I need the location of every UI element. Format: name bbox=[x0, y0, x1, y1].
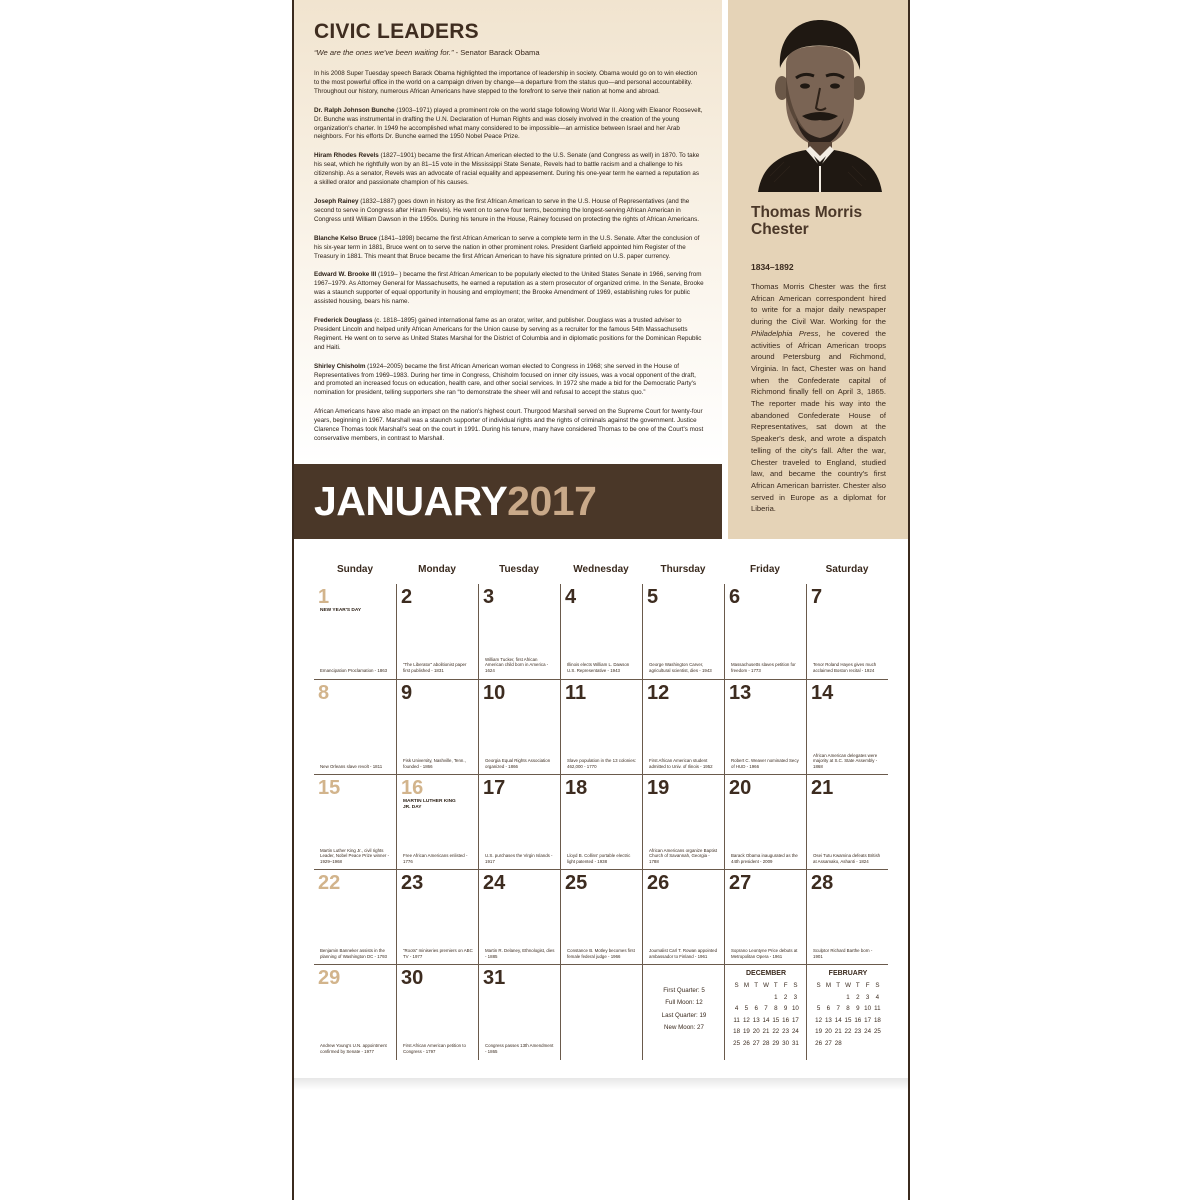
mini-day: 26 bbox=[815, 1039, 823, 1047]
mini-day: 27 bbox=[824, 1039, 832, 1047]
article-entry bbox=[314, 317, 704, 353]
mini-weekday: T bbox=[773, 982, 778, 989]
history-event: Slave population in the 13 colonies: 462,000 - 1770 bbox=[567, 758, 637, 770]
entry-name: Joseph Rainey bbox=[314, 197, 359, 205]
article-entry bbox=[314, 152, 704, 188]
day-cell[interactable] bbox=[560, 965, 642, 1060]
day-cell[interactable] bbox=[642, 680, 724, 775]
day-number: 26 bbox=[647, 872, 670, 894]
bio-name: Thomas Morris Chester bbox=[751, 204, 863, 238]
day-cell[interactable] bbox=[478, 870, 560, 965]
day-number: 8 bbox=[318, 682, 330, 704]
mini-day: 9 bbox=[783, 1005, 788, 1013]
history-event: Robert C. Weaver nominated Secy of HUD - 1966 bbox=[731, 758, 799, 770]
history-event: Illinois elects William L. Dawson U.S. Representative - 1943 bbox=[567, 662, 630, 674]
day-cell[interactable] bbox=[396, 775, 478, 870]
history-event: First African American student admitted to Univ. of Ilinois - 1952 bbox=[649, 758, 713, 770]
weekday-label: Wednesday bbox=[573, 564, 629, 575]
article-closing: African Americans have also made an impact on the nation's highest court. Thurgood Marshall served on the Supreme Court for twenty-four years, beginning in 1967. Marshall was a staunch supporter of individual rights and the rights of criminals against the government. Justice Clarence Thomas took Marshall's seat on the court in 1991. During his tenure, many have considered Thomas to be one of the Court's most conservative members, in contrast to Marshall. bbox=[314, 408, 704, 442]
mini-day: 18 bbox=[733, 1028, 741, 1036]
day-number: 2 bbox=[401, 586, 413, 608]
history-event: Osei Tutu Kwamina defeats British at Assamako, Ashanti - 1824 bbox=[813, 853, 881, 865]
mini-weekday: S bbox=[875, 982, 880, 989]
day-number: 30 bbox=[401, 967, 424, 989]
mini-day: 30 bbox=[782, 1039, 790, 1047]
day-number: 14 bbox=[811, 682, 834, 704]
entry-name: Edward W. Brooke III bbox=[314, 271, 377, 279]
day-cell[interactable] bbox=[642, 584, 724, 679]
calendar-week bbox=[314, 679, 888, 774]
weekday-header bbox=[314, 560, 888, 584]
mini-day: 24 bbox=[864, 1028, 872, 1036]
history-event: U.S. purchases the Virgin Islands - 1917 bbox=[485, 853, 553, 865]
mini-day: 31 bbox=[791, 1039, 799, 1047]
day-number: 10 bbox=[483, 682, 506, 704]
day-cell[interactable] bbox=[724, 775, 806, 870]
mini-day: 12 bbox=[742, 1016, 750, 1024]
mini-day: 5 bbox=[744, 1005, 749, 1013]
day-cell[interactable] bbox=[314, 965, 396, 1060]
mini-day: 10 bbox=[864, 1005, 872, 1013]
day-cell[interactable] bbox=[314, 775, 396, 870]
day-number: 13 bbox=[729, 682, 752, 704]
history-event: African Americans organize Baptist Church of Savannah, Georgia - 1788 bbox=[649, 847, 718, 865]
entry-text: (1832–1887) goes down in history as the first African American to serve in the U.S. House of Representatives (and the second to serve in Congress after Hiram Revels). He went on to serve four terms, becoming the longest-serving African American in Congress until William Dawson in the 1950s. During his tenure in the House, Rainey focused on protecting the rights of African Americans. bbox=[314, 197, 700, 223]
history-event: William Tucker, first African American child born in America - 1624 bbox=[485, 656, 549, 674]
mini-day: 14 bbox=[834, 1016, 842, 1024]
day-cell[interactable] bbox=[806, 584, 888, 679]
entry-text: (1841–1898) became the first African American to serve a complete term in the U.S. Senate. After the conclusion of his six-year term in 1881, Bruce went on to serve the nation in other prominent roles. President Garfield appointed him Register of the Treasury in 1881. This meant that Bruce became the first African American to have his signature printed on U.S. paper currency. bbox=[314, 234, 700, 260]
entry-name: Blanche Kelso Bruce bbox=[314, 234, 377, 242]
moon-phases bbox=[643, 985, 725, 1035]
day-number: 4 bbox=[565, 586, 577, 608]
day-cell[interactable] bbox=[478, 775, 560, 870]
mini-weekday: F bbox=[783, 982, 788, 989]
weekday-label: Friday bbox=[749, 564, 780, 575]
article-entry bbox=[314, 271, 704, 307]
mini-day: 28 bbox=[834, 1039, 842, 1047]
mini-weekday: F bbox=[865, 982, 870, 989]
day-number: 18 bbox=[565, 777, 588, 799]
mini-day: 19 bbox=[742, 1028, 750, 1036]
calendar-weeks bbox=[314, 584, 888, 1059]
history-event: New Orleans slave revolt - 1811 bbox=[320, 764, 383, 770]
history-event: “The Liberator” abolitionist paper first published - 1831 bbox=[403, 662, 467, 674]
day-cell[interactable] bbox=[560, 775, 642, 870]
history-event: Constance B. Motley becomes first female federal judge - 1966 bbox=[567, 948, 635, 960]
mini-day: 24 bbox=[791, 1028, 799, 1036]
mini-day: 28 bbox=[762, 1039, 770, 1047]
day-number: 17 bbox=[483, 777, 506, 799]
mini-day: 27 bbox=[752, 1039, 760, 1047]
day-cell[interactable] bbox=[314, 584, 396, 679]
day-number: 7 bbox=[811, 586, 823, 608]
weekday-label: Tuesday bbox=[499, 564, 539, 575]
mini-day: 7 bbox=[836, 1005, 840, 1013]
mini-day: 15 bbox=[844, 1016, 852, 1024]
mini-day bbox=[751, 992, 761, 1004]
entry-name: Frederick Douglass bbox=[314, 317, 373, 325]
mini-day: 3 bbox=[793, 993, 798, 1001]
prev-month-cell bbox=[724, 965, 806, 1060]
mini-day: 9 bbox=[856, 1005, 860, 1013]
mini-day: 22 bbox=[772, 1028, 780, 1036]
day-number: 1 bbox=[318, 586, 330, 608]
moon-phase: Full Moon: 12 bbox=[665, 999, 703, 1007]
page-shadow bbox=[294, 1078, 908, 1090]
portrait-illustration bbox=[740, 6, 896, 192]
mini-day bbox=[824, 992, 834, 1004]
mini-day: 21 bbox=[762, 1028, 770, 1036]
day-cell[interactable] bbox=[478, 965, 560, 1060]
mini-day: 17 bbox=[864, 1016, 872, 1024]
history-event: Fisk University, Nashville, Tenn., founded - 1866 bbox=[403, 758, 466, 770]
bio-text bbox=[751, 281, 886, 515]
mini-weekday: S bbox=[734, 982, 739, 989]
day-number: 22 bbox=[318, 872, 341, 894]
article-title: CIVIC LEADERS bbox=[314, 20, 479, 43]
day-number: 19 bbox=[647, 777, 670, 799]
holiday-label: MARTIN LUTHER KING JR. DAY bbox=[403, 799, 456, 810]
mini-calendar-days bbox=[725, 980, 807, 1050]
next-month-cell bbox=[806, 965, 888, 1060]
mini-day: 13 bbox=[824, 1016, 832, 1024]
mini-calendar-title: DECEMBER bbox=[745, 970, 787, 977]
history-event: Massachusetts slaves petition for freedom - 1773 bbox=[731, 662, 796, 674]
day-number: 25 bbox=[565, 872, 588, 894]
day-cell[interactable] bbox=[478, 584, 560, 679]
mini-day bbox=[761, 992, 771, 1004]
day-cell[interactable] bbox=[396, 870, 478, 965]
mini-day: 26 bbox=[742, 1039, 750, 1047]
mini-day: 21 bbox=[834, 1028, 842, 1036]
mini-day: 11 bbox=[874, 1005, 881, 1013]
mini-day bbox=[732, 992, 742, 1004]
bio-years: 1834–1892 bbox=[751, 262, 794, 272]
day-number: 5 bbox=[647, 586, 659, 608]
history-event: Benjamin Banneker assists in the planning of Washington DC - 1793 bbox=[320, 948, 387, 960]
bio-text-part: Thomas Morris Chester was the first African American correspondent hired to write for a major daily newspaper during the Civil War. Working for the bbox=[751, 282, 886, 327]
history-event: Congress passes 13th Amendment - 1865 bbox=[485, 1043, 554, 1055]
moon-phase: Last Quarter: 19 bbox=[661, 1011, 707, 1019]
mini-weekday: W bbox=[763, 982, 769, 989]
day-number: 11 bbox=[565, 682, 587, 704]
day-cell[interactable] bbox=[314, 680, 396, 775]
entry-text: (1924–2005) became the first African American woman elected to Congress in 1968; she served in the House of Representatives from 1969–1983. During her time in Congress, Chisholm focused on inner city issues, was a vocal opponent of the draft, and promoted an increased focus on education, health care, and other social services. In 1972 she made a bid for the Democratic Party's nomination for president, telling supporters she ran “to demonstrate the sheer will and refusal to accept the status quo.” bbox=[314, 362, 697, 397]
history-event: Martin R. Delaney, Ethnologist, dies - 1885 bbox=[485, 948, 555, 960]
history-event: Sculptor Richard Barthe born - 1901 bbox=[813, 948, 873, 960]
day-number: 12 bbox=[647, 682, 670, 704]
weekday-label: Thursday bbox=[660, 564, 706, 575]
quote-source: - Senator Barack Obama bbox=[453, 48, 540, 57]
bio-panel bbox=[728, 0, 908, 539]
mini-calendar-days bbox=[807, 980, 889, 1050]
mini-day: 16 bbox=[854, 1016, 862, 1024]
day-cell[interactable] bbox=[396, 680, 478, 775]
history-event: Free African Americans enlisted - 1776 bbox=[403, 853, 468, 865]
day-number: 3 bbox=[483, 586, 495, 608]
history-event: First African American petition to Congress - 1797 bbox=[403, 1043, 466, 1055]
entry-name: Shirley Chisholm bbox=[314, 362, 366, 370]
day-cell[interactable] bbox=[642, 870, 724, 965]
mini-weekday: S bbox=[816, 982, 821, 989]
mini-day: 18 bbox=[873, 1016, 881, 1024]
day-number: 15 bbox=[318, 777, 341, 799]
mini-day bbox=[742, 992, 752, 1004]
day-cell[interactable] bbox=[724, 870, 806, 965]
mini-day bbox=[833, 992, 843, 1004]
day-number: 29 bbox=[318, 967, 341, 989]
mini-day: 29 bbox=[772, 1039, 780, 1047]
article-entry bbox=[314, 235, 704, 262]
entry-name: Hiram Rhodes Revels bbox=[314, 152, 379, 160]
mini-day: 16 bbox=[782, 1016, 790, 1024]
mini-weekday: S bbox=[793, 982, 798, 989]
day-cell[interactable] bbox=[478, 680, 560, 775]
calendar-week bbox=[314, 774, 888, 869]
month-name: JANUARY bbox=[314, 478, 508, 524]
mini-day: 3 bbox=[865, 993, 870, 1001]
day-number: 20 bbox=[729, 777, 752, 799]
quote-text: “We are the ones we've been waiting for.” bbox=[314, 48, 454, 57]
history-event: Emancipation Proclamation - 1863 bbox=[320, 668, 388, 674]
history-event: Lloyd B. Collins' portable electric light patented - 1938 bbox=[567, 853, 631, 865]
article-entry bbox=[314, 363, 704, 399]
day-cell[interactable] bbox=[560, 870, 642, 965]
mini-weekday: T bbox=[754, 982, 759, 989]
history-event: African American delegates were majority at S.C. State Assembly - 1868 bbox=[813, 752, 878, 770]
history-event: “Roots” miniseries premiers on ABC TV - 1977 bbox=[403, 948, 473, 960]
entry-text: (1919– ) became the first African American to be popularly elected to the United States Senate in 1966, serving from 1967–1979. As Attorney General for Massachusetts, he earned a reputation as a stern prosecutor of organized crime. In the Senate, Brooke was a staunch supporter of equal opportunity in housing and employment; the Brooke Amendment of 1969, establishing rules for public assisted housing, bears his name. bbox=[314, 271, 704, 306]
article-quote bbox=[314, 47, 704, 58]
day-cell[interactable] bbox=[560, 584, 642, 679]
mini-day: 20 bbox=[752, 1028, 760, 1036]
month-year: 2017 bbox=[507, 478, 597, 524]
mini-day: 5 bbox=[816, 1005, 821, 1013]
history-event: George Washington Carver, agricultural scientist, dies - 1943 bbox=[649, 662, 712, 674]
mini-day: 23 bbox=[782, 1028, 790, 1036]
mini-day: 8 bbox=[846, 1005, 850, 1013]
holiday-label: NEW YEAR'S DAY bbox=[320, 608, 362, 613]
moon-phase: New Moon: 27 bbox=[664, 1024, 704, 1032]
mini-day: 12 bbox=[815, 1016, 823, 1024]
mini-day: 23 bbox=[854, 1028, 862, 1036]
calendar-week bbox=[314, 964, 888, 1059]
mini-weekday: W bbox=[845, 982, 851, 989]
day-cell[interactable] bbox=[396, 965, 478, 1060]
day-cell[interactable] bbox=[724, 680, 806, 775]
article-entry bbox=[314, 198, 704, 225]
day-number: 16 bbox=[401, 777, 424, 799]
mini-calendar bbox=[725, 969, 807, 1050]
article-entry bbox=[314, 107, 704, 143]
mini-day: 17 bbox=[791, 1016, 799, 1024]
moon-phase: First Quarter: 5 bbox=[663, 987, 705, 994]
civic-leaders-article bbox=[294, 0, 722, 464]
mini-day bbox=[814, 992, 824, 1004]
history-event: Martin Luther King Jr., civil rights Leader, Nobel Peace Prize winner - 1929–1968 bbox=[320, 847, 390, 865]
day-cell[interactable] bbox=[314, 870, 396, 965]
mini-day: 2 bbox=[783, 993, 788, 1001]
day-cell[interactable] bbox=[642, 775, 724, 870]
month-banner bbox=[294, 464, 722, 539]
history-event: Tenor Roland Hayes gives much acclaimed Boston recital - 1924 bbox=[813, 662, 877, 674]
entry-text: (c. 1818–1895) gained international fame as an orator, writer, and publisher. Douglass was a trusted adviser to President Lincoln and helped unify African Americans for the Union cause by serving as a recruiter for the famous 54th Massachusetts Regiment. He went on to serve as United States Marshal for the District of Columbia and in diplomatic positions for the Dominican Republic and Haiti. bbox=[314, 317, 702, 351]
mini-day: 25 bbox=[873, 1028, 881, 1036]
day-number: 24 bbox=[483, 872, 506, 894]
entry-text: (1903–1971) played a prominent role on the world stage following World War II. Along with Eleanor Roosevelt, Dr. Bunche was instrumental in drafting the U.N. Declaration of Human Rights and was closely involved in the creation of the young organization's charter. In 1949 he accomplished what many considered to be impossible—an armistice between Israel and her Arab neighbors. For his efforts Dr. Bunche earned the 1950 Nobel Peace Prize. bbox=[314, 106, 703, 141]
day-number: 28 bbox=[811, 872, 834, 894]
article-entries bbox=[314, 107, 704, 399]
mini-day: 4 bbox=[875, 993, 880, 1001]
bio-text-part: , he covered the activities of African American troops around Petersburg and Richmond, Virginia. In fact, Chester was on hand when the Confederate capital of Richmond finally fell on April 3, 1865. The reporter made his way into the abandoned Confederate House of Representatives, sat down at the Speaker's desk, and wrote a dispatch telling of the city's fall. After the war, Chester traveled to England, studied law, and became the country's first African American barrister. Chester also served in Europe as a diplomat for Liberia. bbox=[751, 328, 886, 514]
history-event: Soprano Leontyne Price debuts at Metropolitan Opera - 1961 bbox=[731, 948, 798, 960]
article-intro: In his 2008 Super Tuesday speech Barack Obama highlighted the importance of leadership in society. Obama would go on to win election to the most powerful office in the world on a campaign driven by change—a departure from the status quo—and personal accountability. Throughout our history, numerous African Americans have stepped to the forefront to serve their nation at home and abroad. bbox=[314, 70, 698, 95]
calendar-week bbox=[314, 584, 888, 679]
mini-day: 14 bbox=[762, 1016, 770, 1024]
day-cell[interactable] bbox=[724, 584, 806, 679]
day-cell[interactable] bbox=[806, 775, 888, 870]
history-event: Journalist Carl T. Rowan appointed ambassador to Finland - 1961 bbox=[649, 948, 718, 960]
mini-weekday: T bbox=[836, 982, 841, 989]
mini-weekday: T bbox=[855, 982, 860, 989]
mini-day: 7 bbox=[764, 1005, 768, 1013]
day-cell[interactable] bbox=[806, 870, 888, 965]
mini-weekday: M bbox=[743, 982, 749, 989]
day-cell[interactable] bbox=[396, 584, 478, 679]
day-number: 31 bbox=[483, 967, 506, 989]
calendar-week bbox=[314, 869, 888, 964]
mini-calendar-title: FEBRUARY bbox=[828, 970, 868, 977]
day-number: 9 bbox=[401, 682, 413, 704]
mini-day: 22 bbox=[844, 1028, 852, 1036]
mini-day: 15 bbox=[772, 1016, 780, 1024]
mini-day: 10 bbox=[791, 1005, 799, 1013]
mini-day: 1 bbox=[774, 993, 778, 1001]
day-number: 23 bbox=[401, 872, 424, 894]
weekday-label: Sunday bbox=[336, 564, 374, 575]
mini-day: 19 bbox=[815, 1028, 823, 1036]
weekday-label: Monday bbox=[418, 564, 456, 575]
entry-name: Dr. Ralph Johnson Bunche bbox=[314, 106, 395, 114]
bio-newspaper: Philadelphia Press bbox=[751, 328, 819, 338]
mini-calendar bbox=[807, 969, 889, 1050]
day-cell[interactable] bbox=[560, 680, 642, 775]
mini-day: 1 bbox=[846, 993, 850, 1001]
day-number: 6 bbox=[729, 586, 741, 608]
mini-day: 13 bbox=[752, 1016, 760, 1024]
mini-day: 6 bbox=[826, 1005, 831, 1013]
day-number: 27 bbox=[729, 872, 752, 894]
day-number: 21 bbox=[811, 777, 834, 799]
mini-day: 25 bbox=[733, 1039, 741, 1047]
history-event: Barack Obama inaugurated as the 44th president - 2009 bbox=[731, 853, 798, 865]
mini-day: 2 bbox=[856, 993, 860, 1001]
history-event: Georgia Equal Rights Association organized - 1866 bbox=[485, 758, 551, 770]
mini-day: 6 bbox=[754, 1005, 758, 1013]
mini-weekday: M bbox=[825, 982, 831, 989]
weekday-label: Saturday bbox=[825, 564, 869, 575]
history-event: Andrew Young's U.N. appointment confirmed by Senate - 1977 bbox=[320, 1043, 387, 1055]
mini-day: 4 bbox=[734, 1005, 739, 1013]
calendar-grid bbox=[314, 560, 888, 1059]
mini-day: 20 bbox=[824, 1028, 832, 1036]
entry-text: (1827–1901) became the first African American elected to the U.S. Senate (and Congress as well) in 1870. To take his seat, which he rightfully won by an 81–15 vote in the Mississippi State Senate, Revels had to battle racism and a challenge to his citizenship. As a senator, Revels was an advocate of racial equality and appeasement. During his one-year term he earned a reputation as a skilled orator and passionate champion of his causes. bbox=[314, 152, 700, 187]
mini-day: 11 bbox=[733, 1016, 740, 1024]
moon-phases-cell bbox=[642, 965, 724, 1060]
mini-day: 8 bbox=[774, 1005, 778, 1013]
day-cell[interactable] bbox=[806, 680, 888, 775]
